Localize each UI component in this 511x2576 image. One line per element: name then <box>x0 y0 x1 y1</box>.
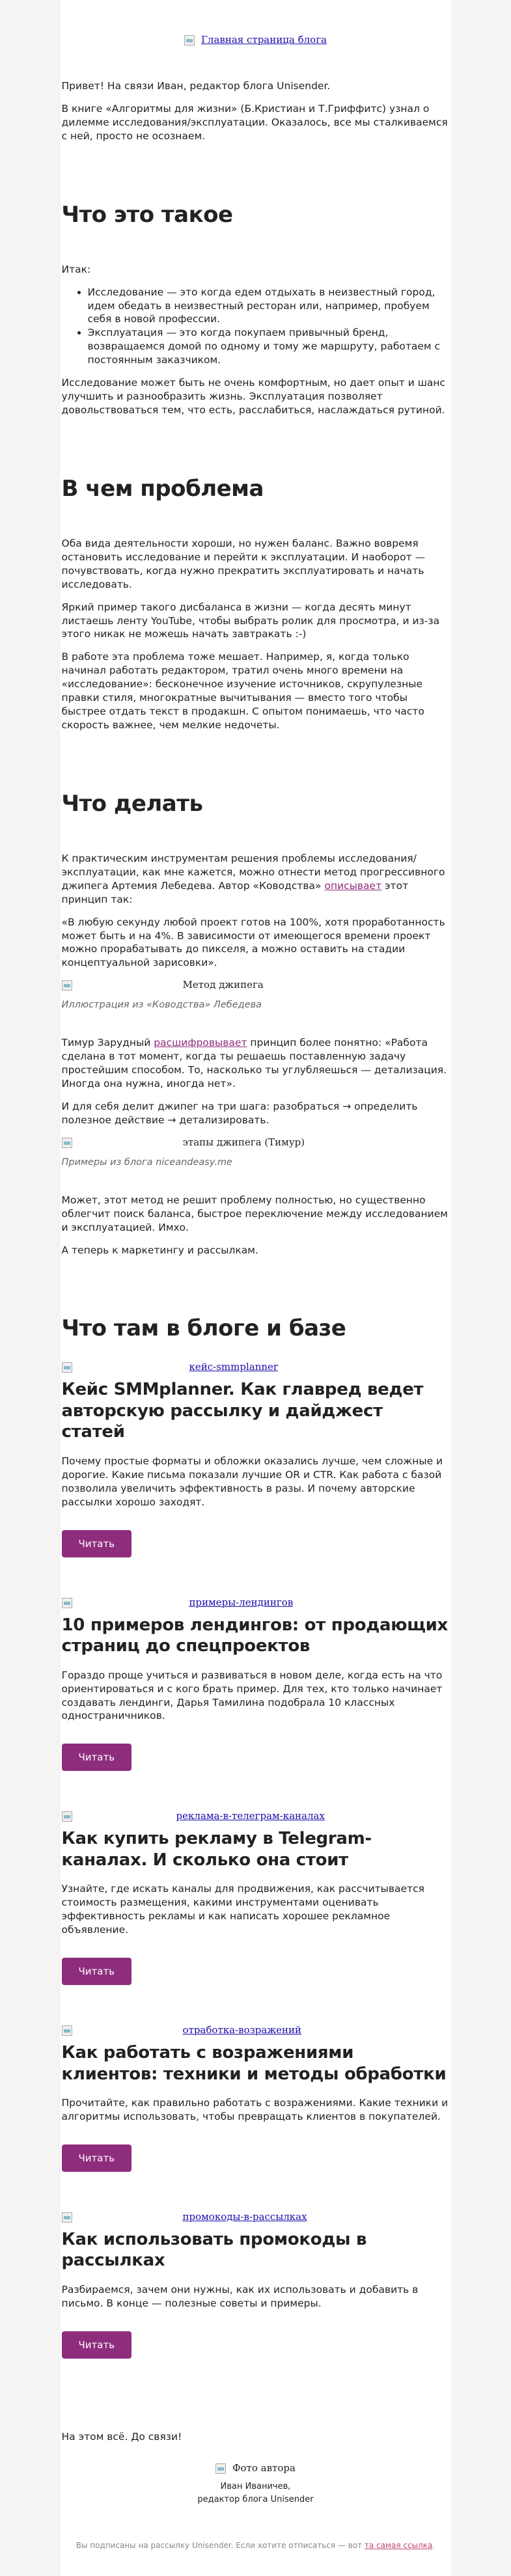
intro-paragraph: В книге «Алгоритмы для жизни» (Б.Кристиан и Т.Гриффитс) узнал о дилемме исследования/эксплуатации. Оказалось, все мы сталкиваемся с ней, просто не осознаем. <box>61 102 448 142</box>
read-button[interactable]: Читать <box>62 1958 132 1985</box>
article-image[interactable] <box>62 2024 450 2036</box>
section-title-blog: Что там в блоге и базе <box>61 1315 346 1342</box>
section1-lead: Итак: <box>61 263 91 275</box>
section-title-what-to-do: Что делать <box>61 790 203 817</box>
article-image-link[interactable]: кейс-smmplanner <box>189 1361 279 1373</box>
intro-greeting: Привет! На связи Иван, редактор блога Unisender. <box>61 80 331 92</box>
text-fragment: Тимур Зарудный <box>61 1037 154 1049</box>
blog-home-link[interactable]: Главная страница блога <box>200 34 327 46</box>
broken-image-icon <box>215 2463 226 2474</box>
author-photo <box>62 2461 450 2476</box>
section3-quote: «В любую секунду любой проект готов на 100%, хотя проработанность может быть и на 4%. В зависимости от имеющегося времени проект можно прорабатывать до пикселя, а можно оставить на стадии концептуальной зарисовки». <box>61 916 445 969</box>
article-image[interactable] <box>62 1361 450 1373</box>
read-button[interactable]: Читать <box>62 2331 132 2359</box>
describes-link[interactable]: описывает <box>324 879 382 892</box>
read-button[interactable]: Читать <box>62 1530 132 1557</box>
image-alt-text: Метод джипега <box>182 979 264 991</box>
article-image[interactable] <box>62 1596 450 1608</box>
image-alt-text: этапы джипега (Тимур) <box>182 1136 305 1148</box>
footer-text: Вы подписаны на рассылку Unisender. Если хотите отписаться — вот <box>76 2541 365 2551</box>
article-text: Прочитайте, как правильно работать с возражениями. Какие техники и алгоритмы использовать, чтобы превращать клиентов в покупателей. <box>61 2097 449 2122</box>
article-image[interactable] <box>62 1810 450 1822</box>
section-title-problem: В чем проблема <box>61 475 264 502</box>
read-button[interactable]: Читать <box>62 1744 132 1771</box>
image-alt-text: Фото автора <box>232 2461 296 2474</box>
image-caption: Примеры из блога niceandeasy.me <box>61 1157 232 1168</box>
jpeg-stages-image <box>62 1136 450 1148</box>
deciphers-link[interactable]: расшифровывает <box>154 1037 247 1049</box>
article-card <box>62 2024 450 2204</box>
read-button[interactable]: Читать <box>62 2144 132 2172</box>
text-fragment: принцип более понятно: «Работа сделана в тот момент, когда ты решаешь поставленную задачу простейшим способом. То, насколько ты углубляешься — детализация. Иногда она нужна, иногда нет». <box>61 1037 447 1090</box>
list-item: • Эксплуатация — это когда покупаем привычный бренд, возвращаемся домой по одному и тому же маршруту, работаем с постоянным заказчиком. <box>88 326 450 367</box>
article-image[interactable] <box>62 2211 450 2223</box>
article-text: Разбираемся, зачем они нужны, как их использовать и добавить в письмо. В конце — полезные советы и примеры. <box>61 2283 419 2309</box>
broken-image-icon <box>62 1138 72 1148</box>
section2-p3: В работе эта проблема тоже мешает. Например, я, когда только начинал работать редактором, тратил очень много времени на «исследование»: бесконечное изучение источников, скрупулезные правки стиля, многократные вычитывания — вместо того чтобы быстрее отдать текст в продакшн. С опытом понимаешь, что часто скорость важнее, чем мелкие недочеты. <box>61 651 424 731</box>
list-item: • Исследование — это когда едем отдыхать в неизвестный город, идем обедать в неизвестный ресторан или, например, пробуем себя в новой профессии. <box>88 286 450 327</box>
article-title[interactable]: Как работать с возражениями клиентов: техники и методы обработки <box>61 2043 447 2084</box>
unsubscribe-link[interactable]: та самая ссылка <box>364 2541 433 2551</box>
section1-list <box>62 286 450 368</box>
author-name: Иван Иваничев, <box>220 2482 291 2492</box>
article-text: Почему простые форматы и обложки оказались лучше, чем сложные и дорогие. Какие письма показали лучшие OR и CTR. Как работа с базой позволила увеличить эффективность в разы. И почему авторские рассылки хорошо заходят. <box>61 1455 443 1508</box>
article-title[interactable]: Как купить рекламу в Telegram-каналах. И сколько она стоит <box>61 1829 372 1870</box>
text-fragment: этот принцип так: <box>61 879 409 905</box>
article-title[interactable]: Кейс SMMplanner. Как главред ведет авторскую рассылку и дайджест статей <box>61 1380 424 1442</box>
image-caption: Иллюстрация из «Ководства» Лебедева <box>61 1000 262 1011</box>
section3-p5: А теперь к маркетингу и рассылкам. <box>61 1244 258 1256</box>
section3-p1 <box>62 852 450 907</box>
article-card <box>62 2211 450 2391</box>
broken-image-icon <box>62 2025 72 2036</box>
section3-p2 <box>62 1036 450 1091</box>
email-body <box>61 0 451 2576</box>
broken-image-icon <box>62 1598 72 1608</box>
text-fragment: К практическим инструментам решения проблемы исследования/эксплуатации, как мне кажется, можно отнести метод прогрессивного джипега Артемия Лебедева. Автор «Ководства» <box>61 852 445 892</box>
jpeg-method-image <box>62 979 450 991</box>
broken-image-icon <box>62 2212 72 2223</box>
section-title-what-is: Что это такое <box>61 201 233 228</box>
broken-image-icon <box>184 35 195 46</box>
section2-p1: Оба вида деятельности хороши, но нужен баланс. Важно вовремя остановить исследование и перейти к эксплуатации. И наоборот — почувствовать, когда нужно прекратить эксплуатировать и начать исследовать. <box>61 537 426 590</box>
footer-text: . <box>432 2541 435 2551</box>
header-logo[interactable] <box>62 0 450 79</box>
article-image-link[interactable]: отработка-возражений <box>182 2024 301 2036</box>
broken-image-icon <box>62 980 72 991</box>
signoff-text: На этом всё. До связи! <box>61 2430 182 2443</box>
article-title[interactable]: Как использовать промокоды в рассылках <box>61 2229 367 2271</box>
article-text: Узнайте, где искать каналы для продвижения, как рассчитывается стоимость размещения, какими инструментами оценивать эффективность рекламы и как написать хорошее рекламное объявление. <box>61 1883 424 1936</box>
broken-image-icon <box>62 1811 72 1822</box>
article-card <box>62 1361 450 1589</box>
article-card <box>62 1596 450 1804</box>
section3-p4: Может, этот метод не решит проблему полностью, но существенно облегчит поиск баланса, быстрое переключение между исследованием и эксплуатацией. Имхо. <box>61 1194 448 1233</box>
article-title[interactable]: 10 примеров лендингов: от продающих страниц до спецпроектов <box>61 1615 449 1656</box>
article-card <box>62 1810 450 2018</box>
article-image-link[interactable]: примеры-лендингов <box>189 1596 294 1608</box>
footer <box>62 2541 450 2550</box>
author-block <box>62 2461 450 2506</box>
section1-outro: Исследование может быть не очень комфортным, но дает опыт и шанс улучшить и разнообразить жизнь. Эксплуатация позволяет довольствоваться тем, что есть, расслабиться, наслаждаться рутиной. <box>61 377 446 416</box>
section3-p3: И для себя делит джипег на три шага: разобраться → определить полезное действие → детализировать. <box>61 1100 418 1126</box>
article-image-link[interactable]: реклама-в-телеграм-каналах <box>176 1810 325 1822</box>
article-text: Гораздо проще учиться и развиваться в новом деле, когда есть на что ориентироваться и с кого брать пример. Для тех, кто только начинает создавать лендинги, Дарья Тамилина подобрала 10 классных одностраничников. <box>61 1669 443 1722</box>
article-image-link[interactable]: промокоды-в-рассылках <box>182 2210 307 2223</box>
section2-p2: Яркий пример такого дисбаланса в жизни — когда десять минут листаешь ленту YouTube, чтобы выбрать ролик для просмотра, и из-за этого никак не можешь начать завтракать :-) <box>61 601 440 640</box>
author-role: редактор блога Unisender <box>197 2494 314 2504</box>
broken-image-icon <box>62 1362 72 1373</box>
